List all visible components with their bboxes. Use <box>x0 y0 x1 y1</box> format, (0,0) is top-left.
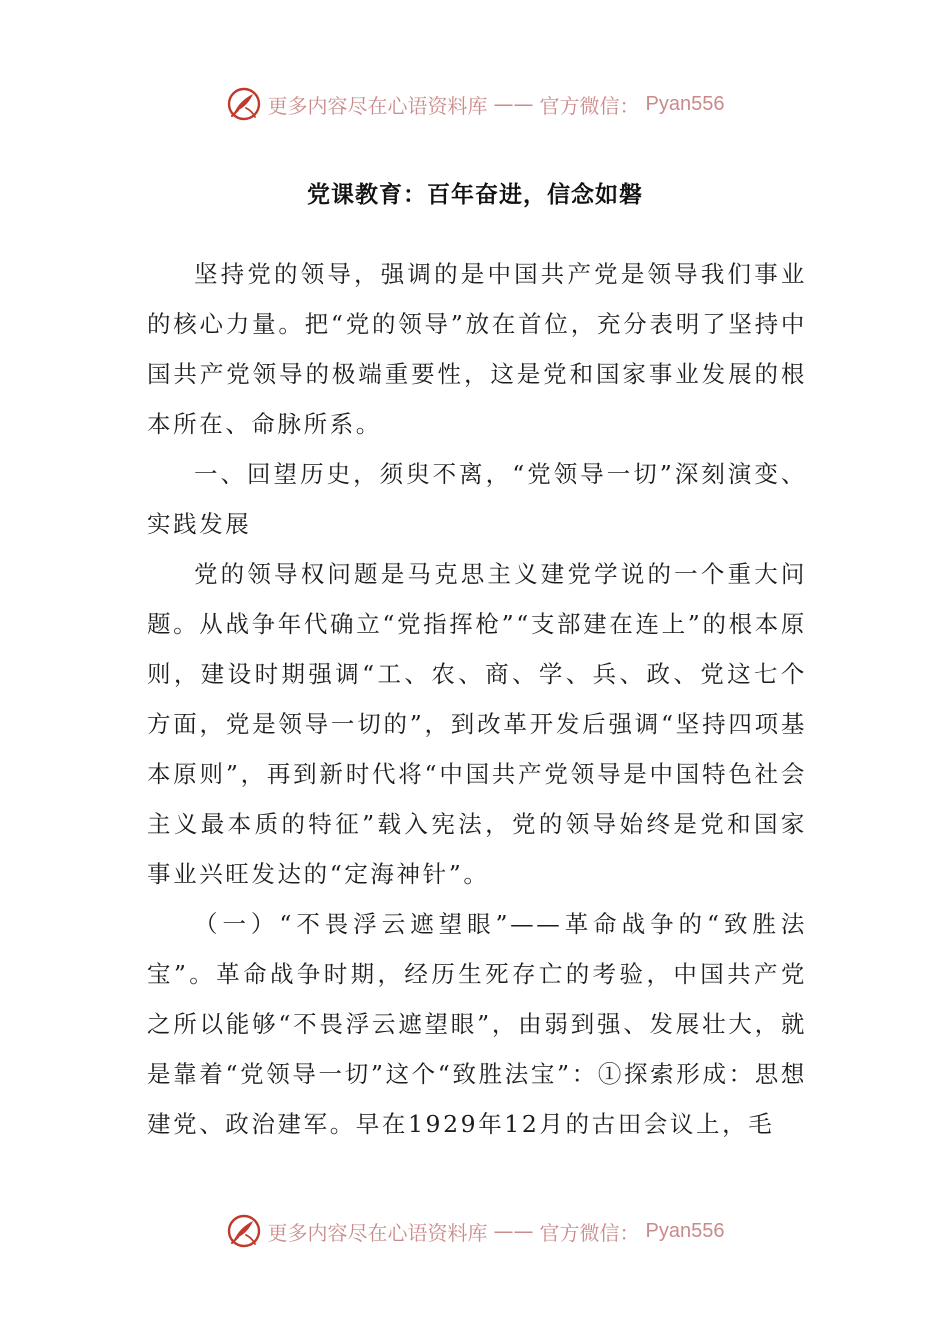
banner-wechat-label: 官方微信： <box>539 93 640 118</box>
body-paragraph: （一）“不畏浮云遮望眼”——革命战争的“致胜法宝”。革命战争时期，经历生死存亡的考验，中国共产党之所以能够“不畏浮云遮望眼”，由弱到强、发展壮大，就是靠着“党领导一切”这个“致胜法宝”：①探索形成：思想建党、政治建军。早在1929年12月的古田会议上，毛 <box>147 910 807 1138</box>
banner-wechat-id: Pyan556 <box>645 92 725 115</box>
banner-wechat-label: 官方微信： <box>539 1220 640 1245</box>
document-body <box>147 249 807 1149</box>
banner-dash: —— <box>493 92 534 116</box>
pen-nib-logo-icon <box>226 86 262 122</box>
body-paragraph: 党的领导权问题是马克思主义建党学说的一个重大问题。从战争年代确立“党指挥枪”“支部建在连上”的根本原则，建设时期强调“工、农、商、学、兵、政、党这七个方面，党是领导一切的”，到改革开发后强调“坚持四项基本原则”，再到新时代将“中国共产党领导是中国特色社会主义最本质的特征”载入宪法，党的领导始终是党和国家事业兴旺发达的“定海神针”。 <box>147 560 807 888</box>
pen-nib-logo-icon <box>226 1213 262 1249</box>
footer-watermark-banner <box>0 1211 950 1251</box>
banner-dash: —— <box>493 1219 534 1243</box>
banner-wechat-id: Pyan556 <box>645 1219 725 1242</box>
document-title: 党课教育：百年奋进，信念如磐 <box>307 182 643 208</box>
header-watermark-banner <box>0 84 950 124</box>
body-paragraph: 坚持党的领导，强调的是中国共产党是领导我们事业的核心力量。把“党的领导”放在首位，充分表明了坚持中国共产党领导的极端重要性，这是党和国家事业发展的根本所在、命脉所系。 <box>147 260 807 438</box>
banner-text: 更多内容尽在心语资料库 <box>267 1220 488 1245</box>
section-heading: 一、回望历史，须臾不离，“党领导一切”深刻演变、实践发展 <box>147 460 807 538</box>
banner-text: 更多内容尽在心语资料库 <box>267 93 488 118</box>
